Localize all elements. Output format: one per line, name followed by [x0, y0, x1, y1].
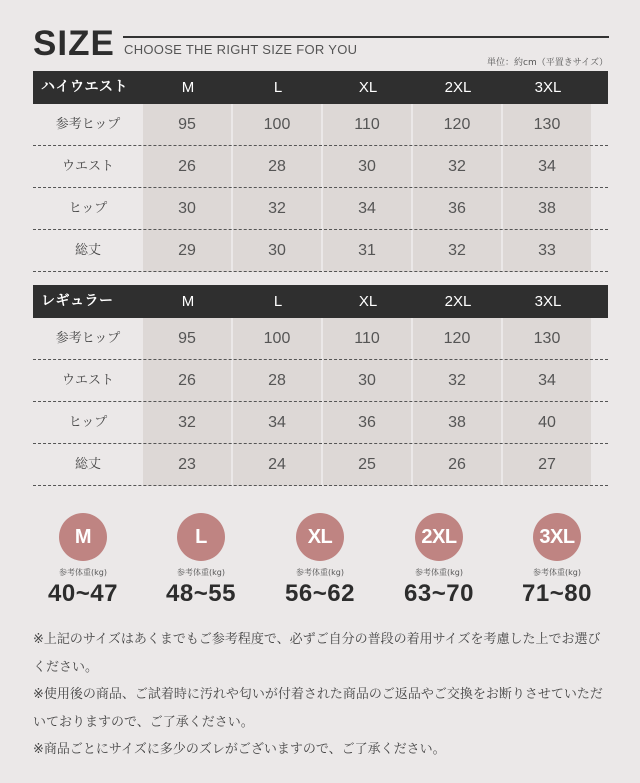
table-cell: 100 — [263, 330, 291, 347]
table-row — [33, 360, 608, 402]
row-label: 参考ヒップ — [55, 117, 121, 132]
size-badge-2xl: 2XL — [415, 513, 463, 561]
weight-item-xl — [265, 513, 375, 608]
table-cell: 26 — [178, 158, 196, 175]
table-cell: 130 — [533, 330, 561, 347]
table-cell: 130 — [533, 116, 561, 133]
size-badge-m: M — [59, 513, 107, 561]
weight-label: 参考体重(kg) — [59, 568, 107, 577]
table-cell: 100 — [263, 116, 291, 133]
table-row — [33, 188, 608, 230]
table-cell: 36 — [448, 200, 466, 217]
row-label: ヒップ — [68, 201, 108, 216]
weight-item-m — [28, 513, 138, 608]
table-cell: 32 — [448, 242, 466, 259]
table-cell: 95 — [178, 116, 196, 133]
table-cell: 32 — [448, 158, 466, 175]
weight-label: 参考体重(kg) — [177, 568, 225, 577]
row-label: 総丈 — [74, 243, 101, 258]
row-label: ウエスト — [61, 373, 114, 388]
weight-item-3xl — [502, 513, 612, 608]
size-header-3xl: 3XL — [534, 293, 562, 310]
size-header-m: M — [181, 293, 195, 310]
table-cell: 30 — [358, 158, 376, 175]
row-label: ヒップ — [68, 415, 108, 430]
size-header-m: M — [181, 79, 195, 96]
table-name: レギュラー — [41, 293, 114, 309]
size-badge-l: L — [177, 513, 225, 561]
weight-item-2xl — [384, 513, 494, 608]
row-label: 総丈 — [74, 457, 101, 472]
row-divider — [33, 271, 608, 272]
table-cell: 110 — [354, 116, 380, 133]
table-cell: 32 — [268, 200, 286, 217]
table-cell: 95 — [178, 330, 196, 347]
table-row — [33, 318, 608, 360]
table-header — [33, 71, 608, 104]
weight-label: 参考体重(kg) — [533, 568, 581, 577]
table-cell: 110 — [354, 330, 380, 347]
table-cell: 28 — [268, 372, 286, 389]
table-cell: 38 — [538, 200, 556, 217]
table-cell: 33 — [538, 242, 556, 259]
note-text: ※商品ごとにサイズに多少のズレがございますので、ご了承ください。 — [33, 742, 446, 757]
table-cell: 120 — [443, 330, 471, 347]
size-table-high-waist — [33, 71, 608, 272]
table-cell: 26 — [178, 372, 196, 389]
table-cell: 36 — [358, 414, 376, 431]
weight-range: 48~55 — [166, 580, 236, 607]
size-header-xl: XL — [358, 79, 378, 96]
unit-note: 単位：約cm（平置きサイズ） — [487, 58, 608, 68]
size-title: SIZE — [33, 24, 115, 63]
table-header — [33, 285, 608, 318]
table-row — [33, 230, 608, 272]
note-text: ※使用後の商品、ご試着時に汚れや匂いが付着された商品のご返品やご交換をお断りさせていただいておりますので、ご了承ください。 — [33, 687, 603, 730]
table-cell: 30 — [178, 200, 196, 217]
table-cell: 34 — [538, 372, 556, 389]
size-badge-xl: XL — [296, 513, 344, 561]
weight-label: 参考体重(kg) — [415, 568, 463, 577]
table-row — [33, 402, 608, 444]
table-cell: 32 — [448, 372, 466, 389]
size-subtitle: CHOOSE THE RIGHT SIZE FOR YOU — [124, 42, 358, 57]
table-cell: 30 — [268, 242, 286, 259]
table-cell: 29 — [178, 242, 196, 259]
table-cell: 28 — [268, 158, 286, 175]
size-header-xl: XL — [358, 293, 378, 310]
table-cell: 38 — [448, 414, 466, 431]
row-label: 参考ヒップ — [55, 331, 121, 346]
notes — [33, 626, 613, 764]
weight-range: 63~70 — [404, 580, 474, 607]
table-cell: 25 — [358, 456, 376, 473]
reference-weights — [33, 513, 608, 613]
weight-label: 参考体重(kg) — [296, 568, 344, 577]
size-table-regular — [33, 285, 608, 486]
size-badge-3xl: 3XL — [533, 513, 581, 561]
size-header-2xl: 2XL — [444, 79, 472, 96]
weight-item-l — [146, 513, 256, 608]
table-cell: 26 — [448, 456, 466, 473]
size-header — [33, 22, 608, 70]
table-cell: 34 — [358, 200, 376, 217]
table-row — [33, 146, 608, 188]
weight-range: 71~80 — [522, 580, 592, 607]
table-cell: 34 — [538, 158, 556, 175]
table-cell: 30 — [358, 372, 376, 389]
table-cell: 31 — [358, 242, 376, 259]
table-cell: 120 — [443, 116, 471, 133]
size-header-l: L — [273, 79, 283, 96]
table-cell: 27 — [538, 456, 556, 473]
table-row — [33, 104, 608, 146]
table-cell: 32 — [178, 414, 196, 431]
row-label: ウエスト — [61, 159, 114, 174]
table-cell: 23 — [178, 456, 196, 473]
table-cell: 40 — [538, 414, 556, 431]
size-header-2xl: 2XL — [444, 293, 472, 310]
table-row — [33, 444, 608, 486]
note-text: ※上記のサイズはあくまでもご参考程度で、必ずご自分の普段の着用サイズを考慮した上でお選びください。 — [33, 632, 601, 675]
size-header-3xl: 3XL — [534, 79, 562, 96]
table-cell: 24 — [268, 456, 286, 473]
size-header-l: L — [273, 293, 283, 310]
weight-range: 56~62 — [285, 580, 355, 607]
weight-range: 40~47 — [48, 580, 118, 607]
title-divider — [123, 36, 609, 38]
table-cell: 34 — [268, 414, 286, 431]
table-name: ハイウエスト — [41, 79, 128, 95]
row-divider — [33, 485, 608, 486]
